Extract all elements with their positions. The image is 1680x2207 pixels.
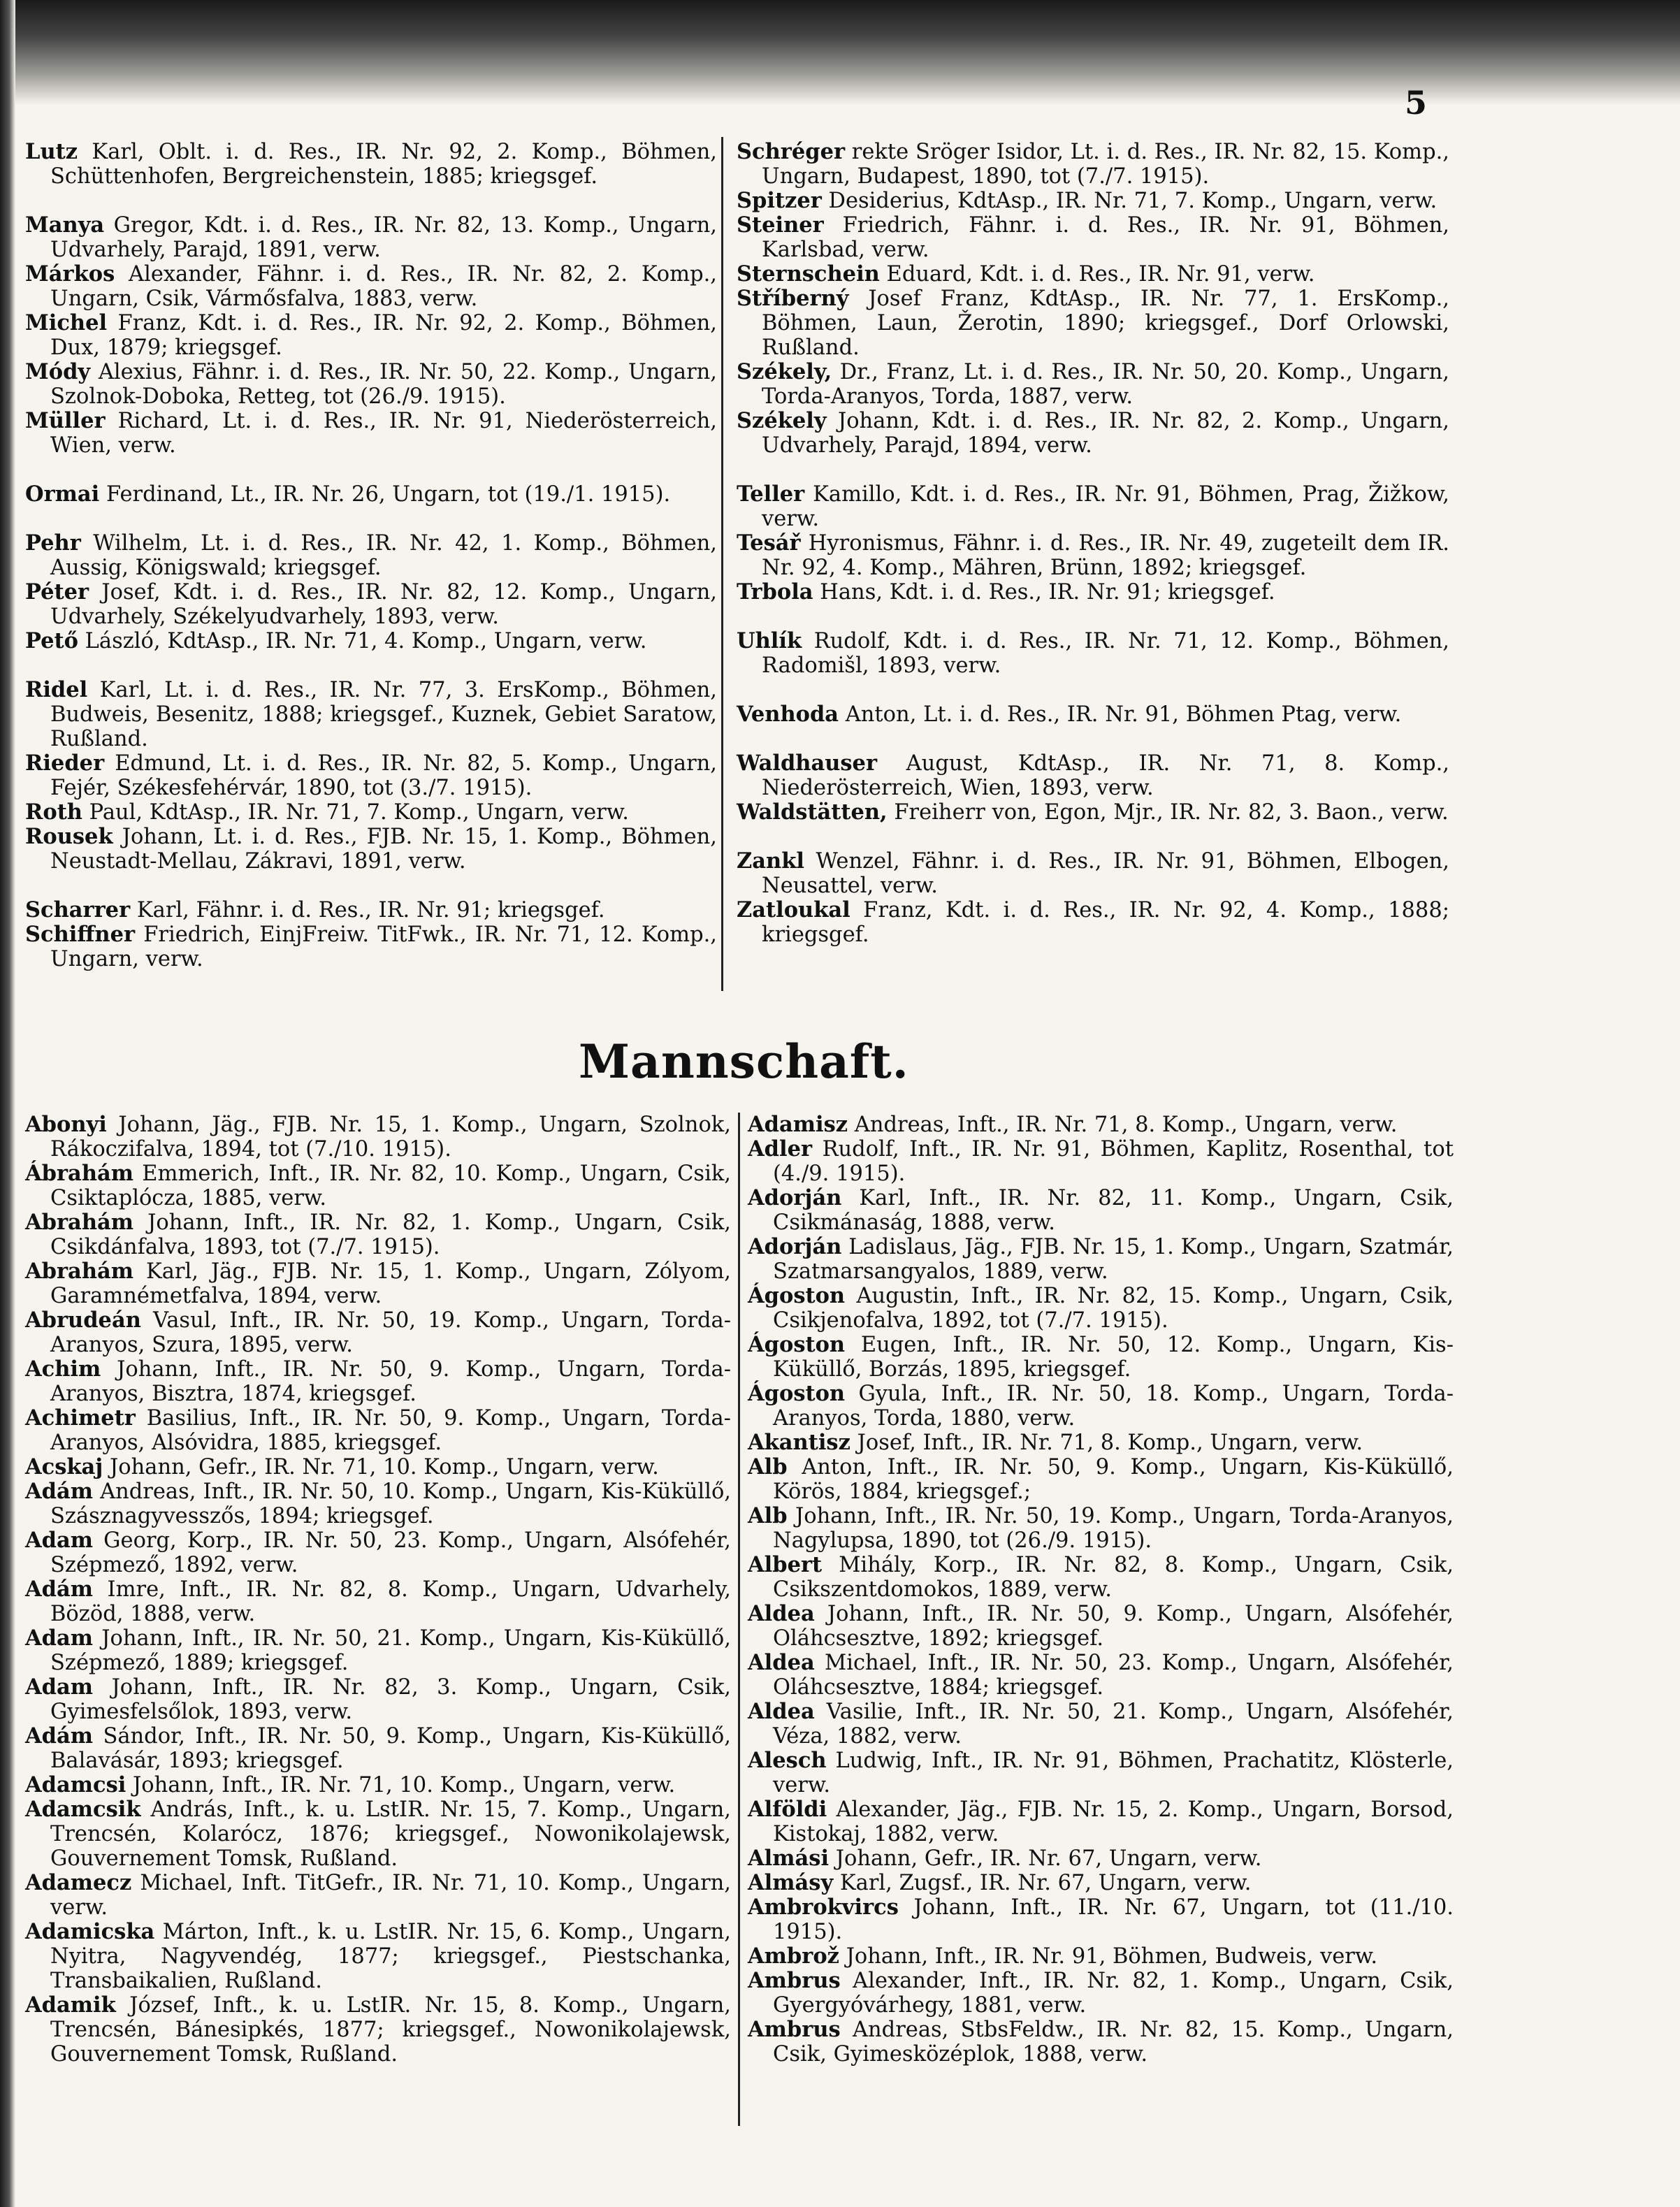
casualty-entry (748, 1969, 1454, 2018)
casualty-entry (748, 1749, 1454, 1797)
casualty-entry (25, 409, 717, 458)
entry-details: Edmund, Lt. i. d. Res., IR. Nr. 82, 5. Komp., Ungarn, Fejér, Székesfehérvár, 1890, tot (3./7. 1915). (50, 751, 717, 800)
entry-details: Sándor, Inft., IR. Nr. 50, 9. Komp., Ungarn, Kis-Küküllő, Balavásár, 1893; kriegsgef. (50, 1724, 731, 1773)
entry-surname: Adorján (748, 1234, 842, 1259)
column-divider-top (721, 137, 723, 991)
casualty-entry (748, 1602, 1454, 1651)
casualty-entry (25, 1920, 731, 1993)
entry-details: Johann, Inft., IR. Nr. 50, 19. Komp., Ungarn, Torda-Aranyos, Nagylupsa, 1890, tot (26./9. 1915). (773, 1504, 1454, 1553)
casualty-entry (737, 849, 1449, 898)
casualty-entry (737, 213, 1449, 262)
entry-details: Basilius, Inft., IR. Nr. 50, 9. Komp., Ungarn, Torda-Aranyos, Alsóvidra, 1885, kriegsgef. (50, 1406, 731, 1455)
entry-surname: Adamik (25, 1992, 116, 2018)
casualty-entry (737, 702, 1449, 727)
casualty-entry (748, 1382, 1454, 1431)
entry-details: Anton, Lt. i. d. Res., IR. Nr. 91, Böhmen Ptag, verw. (839, 702, 1402, 727)
entry-surname: Adamisz (748, 1112, 848, 1137)
entry-details: Imre, Inft., IR. Nr. 82, 8. Komp., Ungarn, Udvarhely, Bözöd, 1888, verw. (50, 1577, 731, 1626)
entry-surname: Manya (25, 212, 105, 238)
entry-surname: Módy (25, 359, 91, 384)
entry-details: Michael, Inft., IR. Nr. 50, 23. Komp., Ungarn, Alsófehér, Oláhcsesztve, 1884; kriegsgef. (773, 1651, 1454, 1700)
casualty-entry (25, 1210, 731, 1259)
entry-details: Johann, Lt. i. d. Res., FJB. Nr. 15, 1. Komp., Böhmen, Neustadt-Mellau, Zákravi, 1891, verw. (50, 825, 717, 874)
entry-surname: Zatloukal (737, 897, 850, 922)
entry-surname: Schiffner (25, 922, 136, 947)
entry-surname: Székely, (737, 359, 832, 384)
entry-details: Karl, Inft., IR. Nr. 82, 11. Komp., Ungarn, Csik, Csikmánaság, 1888, verw. (773, 1186, 1454, 1235)
entry-surname: Adam (25, 1626, 94, 1651)
casualty-entry (25, 1479, 731, 1528)
entry-details: Johann, Jäg., FJB. Nr. 15, 1. Komp., Ungarn, Szolnok, Rákoczifalva, 1894, tot (7./10. 1915). (50, 1113, 731, 1162)
casualty-entry (737, 262, 1449, 287)
casualty-entry (737, 140, 1449, 189)
casualty-entry (25, 1577, 731, 1626)
entry-details: Andreas, Inft., IR. Nr. 71, 8. Komp., Ungarn, verw. (848, 1113, 1398, 1137)
entry-details: Ludwig, Inft., IR. Nr. 91, Böhmen, Prachatitz, Klösterle, verw. (773, 1749, 1454, 1797)
troops-list-right (748, 1113, 1454, 2067)
entry-surname: Aldea (748, 1601, 815, 1626)
entry-details: András, Inft., k. u. LstIR. Nr. 15, 7. Komp., Ungarn, Trencsén, Kolarócz, 1876; kriegsgef., Nowonikolajewsk, Gouvernement Tomsk, Rußland. (50, 1797, 731, 1871)
entry-details: Johann, Inft., IR. Nr. 50, 21. Komp., Ungarn, Kis-Küküllő, Szépmező, 1889; kriegsgef. (50, 1626, 731, 1675)
casualty-entry (25, 360, 717, 409)
entry-details: Wilhelm, Lt. i. d. Res., IR. Nr. 42, 1. Komp., Böhmen, Aussig, Königswald; kriegsgef. (50, 531, 717, 580)
entry-details: Alexander, Jäg., FJB. Nr. 15, 2. Komp., Ungarn, Borsod, Kistokaj, 1882, verw. (773, 1797, 1454, 1846)
entry-details: Emmerich, Inft., IR. Nr. 82, 10. Komp., Ungarn, Csik, Csiktaplócza, 1885, verw. (50, 1162, 731, 1210)
entry-surname: Adamecz (25, 1870, 132, 1895)
entry-surname: Ridel (25, 677, 88, 702)
casualty-entry (748, 1895, 1454, 1944)
entry-details: Andreas, Inft., IR. Nr. 50, 10. Komp., Ungarn, Kis-Küküllő, Szásznagyvesszős, 1894; kriegsgef. (50, 1479, 731, 1528)
casualty-entry (737, 482, 1449, 531)
entry-details: Gregor, Kdt. i. d. Res., IR. Nr. 82, 13. Komp., Ungarn, Udvarhely, Parajd, 1891, verw. (50, 213, 717, 262)
casualty-entry (25, 482, 717, 507)
entry-details: Gyula, Inft., IR. Nr. 50, 18. Komp., Ungarn, Torda-Aranyos, Torda, 1880, verw. (773, 1382, 1454, 1431)
casualty-entry (25, 1162, 731, 1210)
entry-details: Karl, Lt. i. d. Res., IR. Nr. 77, 3. ErsKomp., Böhmen, Budweis, Besenitz, 1888; kriegsgef., Kuznek, Gebiet Saratow, Rußland. (50, 678, 717, 751)
entry-surname: Ágoston (748, 1381, 846, 1406)
entry-surname: Adamcsi (25, 1772, 126, 1797)
casualty-entry (748, 1700, 1454, 1749)
entry-details: László, KdtAsp., IR. Nr. 71, 4. Komp., Ungarn, verw. (78, 629, 647, 653)
casualty-entry (748, 1846, 1454, 1871)
casualty-entry (25, 1797, 731, 1871)
entry-surname: Abrahám (25, 1259, 134, 1284)
casualty-entry (25, 1724, 731, 1773)
section-title-mannschaft: Mannschaft. (579, 1034, 909, 1089)
casualty-entry (25, 1357, 731, 1406)
entry-surname: Scharrer (25, 897, 131, 922)
entry-surname: Ambrus (748, 2017, 841, 2042)
casualty-entry (748, 1235, 1454, 1284)
entry-details: Wenzel, Fähnr. i. d. Res., IR. Nr. 91, Böhmen, Elbogen, Neusattel, verw. (762, 849, 1449, 898)
casualty-entry (737, 751, 1449, 800)
entry-details: Vasilie, Inft., IR. Nr. 50, 21. Komp., Ungarn, Alsófehér, Véza, 1882, verw. (773, 1700, 1454, 1749)
casualty-entry (748, 1333, 1454, 1382)
casualty-entry (737, 287, 1449, 360)
entry-details: Karl, Zugsf., IR. Nr. 67, Ungarn, verw. (833, 1871, 1252, 1895)
entry-surname: Schréger (737, 139, 846, 164)
entry-surname: Stříberný (737, 286, 849, 311)
entry-details: Johann, Inft., IR. Nr. 91, Böhmen, Budweis, verw. (839, 1944, 1378, 1969)
entry-surname: Alb (748, 1503, 788, 1528)
entry-surname: Adám (25, 1479, 94, 1504)
casualty-entry (25, 1528, 731, 1577)
entry-surname: Rieder (25, 751, 105, 776)
entry-surname: Roth (25, 799, 82, 825)
entry-surname: Rousek (25, 824, 113, 849)
entry-surname: Ambrus (748, 1968, 841, 1993)
casualty-entry (748, 1871, 1454, 1895)
entry-details: Johann, Inft., IR. Nr. 50, 9. Komp., Ungarn, Torda-Aranyos, Bisztra, 1874, kriegsgef. (50, 1357, 731, 1406)
casualty-entry (748, 1284, 1454, 1333)
entry-details: Johann, Kdt. i. d. Res., IR. Nr. 82, 2. Komp., Ungarn, Udvarhely, Parajd, 1894, verw. (762, 409, 1449, 458)
entry-surname: Márkos (25, 261, 115, 287)
casualty-entry (748, 1504, 1454, 1553)
entry-surname: Adamicska (25, 1919, 155, 1944)
casualty-entry (25, 1626, 731, 1675)
entry-surname: Steiner (737, 212, 824, 238)
entry-surname: Abrudeán (25, 1308, 141, 1333)
entry-surname: Székely (737, 408, 827, 433)
entry-surname: Alföldi (748, 1797, 827, 1822)
entry-details: Johann, Gefr., IR. Nr. 71, 10. Komp., Ungarn, verw. (103, 1455, 659, 1479)
entry-details: József, Inft., k. u. LstIR. Nr. 15, 8. Komp., Ungarn, Trencsén, Bánesipkés, 1877; kriegsgef., Nowonikolajewsk, Gouvernement Tomsk, Rußland. (50, 1993, 731, 2067)
entry-details: Paul, KdtAsp., IR. Nr. 71, 7. Komp., Ungarn, verw. (82, 800, 629, 825)
entry-details: Anton, Inft., IR. Nr. 50, 9. Komp., Ungarn, Kis-Küküllő, Körös, 1884, kriegsgef.; (773, 1455, 1454, 1504)
casualty-entry (737, 800, 1449, 825)
casualty-entry (737, 531, 1449, 580)
officers-list-right (737, 140, 1449, 947)
entry-surname: Trbola (737, 579, 813, 605)
entry-details: Josef Franz, KdtAsp., IR. Nr. 77, 1. ErsKomp., Böhmen, Laun, Žerotin, 1890; kriegsgef., Dorf Orlowski, Rußland. (762, 287, 1449, 360)
casualty-entry (25, 1993, 731, 2067)
entry-details: Rudolf, Inft., IR. Nr. 91, Böhmen, Kaplitz, Rosenthal, tot (4./9. 1915). (773, 1137, 1454, 1186)
entry-details: Johann, Gefr., IR. Nr. 67, Ungarn, verw. (829, 1846, 1262, 1871)
entry-details: Johann, Inft., IR. Nr. 82, 1. Komp., Ungarn, Csik, Csikdánfalva, 1893, tot (7./7. 1915). (50, 1210, 731, 1259)
casualty-entry (737, 898, 1449, 947)
casualty-entry (737, 580, 1449, 605)
casualty-entry (25, 580, 717, 629)
casualty-entry (748, 1137, 1454, 1186)
casualty-entry (25, 262, 717, 311)
casualty-entry (25, 1675, 731, 1724)
entry-details: Richard, Lt. i. d. Res., IR. Nr. 91, Niederösterreich, Wien, verw. (50, 409, 717, 458)
entry-details: Michael, Inft. TitGefr., IR. Nr. 71, 10. Komp., Ungarn, verw. (50, 1871, 731, 1920)
casualty-entry (25, 629, 717, 653)
entry-surname: Michel (25, 310, 108, 335)
casualty-entry (25, 531, 717, 580)
entry-details: Augustin, Inft., IR. Nr. 82, 15. Komp., Ungarn, Csik, Csikjenofalva, 1892, tot (7./7. 1915). (773, 1284, 1454, 1333)
entry-surname: Aldea (748, 1650, 815, 1675)
entry-surname: Pető (25, 628, 78, 653)
casualty-entry (25, 825, 717, 874)
entry-details: Karl, Oblt. i. d. Res., IR. Nr. 92, 2. Komp., Böhmen, Schüttenhofen, Bergreichenstein, 1885; kriegsgef. (50, 140, 717, 189)
entry-details: Rudolf, Kdt. i. d. Res., IR. Nr. 71, 12. Komp., Böhmen, Radomišl, 1893, verw. (762, 629, 1449, 678)
entry-surname: Venhoda (737, 702, 839, 727)
entry-details: Desiderius, KdtAsp., IR. Nr. 71, 7. Komp., Ungarn, verw. (821, 189, 1438, 213)
casualty-entry (25, 678, 717, 751)
entry-details: Ladislaus, Jäg., FJB. Nr. 15, 1. Komp., Ungarn, Szatmár, Szatmarsangyalos, 1889, verw. (773, 1235, 1454, 1284)
casualty-entry (25, 140, 717, 189)
entry-details: Alexius, Fähnr. i. d. Res., IR. Nr. 50, 22. Komp., Ungarn, Szolnok-Doboka, Retteg, tot (26./9. 1915). (50, 360, 717, 409)
casualty-entry (737, 409, 1449, 458)
casualty-entry (737, 360, 1449, 409)
entry-details: Friedrich, Fähnr. i. d. Res., IR. Nr. 91, Böhmen, Karlsbad, verw. (762, 213, 1449, 262)
entry-surname: Abrahám (25, 1210, 134, 1235)
entry-surname: Zankl (737, 848, 804, 874)
casualty-entry (25, 1773, 731, 1797)
entry-details: Johann, Inft., IR. Nr. 67, Ungarn, tot (11./10. 1915). (773, 1895, 1454, 1944)
casualty-entry (737, 629, 1449, 678)
entry-details: Mihály, Korp., IR. Nr. 82, 8. Komp., Ungarn, Csik, Csikszentdomokos, 1889, verw. (773, 1553, 1454, 1602)
entry-surname: Adam (25, 1674, 94, 1700)
casualty-entry (25, 1406, 731, 1455)
entry-surname: Uhlík (737, 628, 802, 653)
entry-surname: Pehr (25, 530, 81, 556)
entry-surname: Ábrahám (25, 1161, 134, 1186)
entry-details: Márton, Inft., k. u. LstIR. Nr. 15, 6. Komp., Ungarn, Nyitra, Nagyvendég, 1877; kriegsgef., Piestschanka, Transbaikalien, Rußland. (50, 1920, 731, 1993)
casualty-entry (25, 1308, 731, 1357)
entry-surname: Spitzer (737, 188, 822, 213)
entry-surname: Lutz (25, 139, 78, 164)
entry-surname: Achim (25, 1356, 101, 1382)
casualty-entry (737, 189, 1449, 213)
entry-surname: Adám (25, 1577, 94, 1602)
entry-details: Eduard, Kdt. i. d. Res., IR. Nr. 91, verw. (879, 262, 1315, 287)
entry-surname: Ágoston (748, 1332, 846, 1357)
entry-details: rekte Sröger Isidor, Lt. i. d. Res., IR. Nr. 82, 15. Komp., Ungarn, Budapest, 1890, tot (7./7. 1915). (762, 140, 1449, 189)
entry-details: Friedrich, EinjFreiw. TitFwk., IR. Nr. 71, 12. Komp., Ungarn, verw. (50, 922, 717, 971)
entry-details: Dr., Franz, Lt. i. d. Res., IR. Nr. 50, 20. Komp., Ungarn, Torda-Aranyos, Torda, 1887, verw. (762, 360, 1449, 409)
officers-list-left (25, 140, 717, 971)
entry-surname: Waldhauser (737, 751, 878, 776)
entry-surname: Alesch (748, 1748, 827, 1773)
entry-surname: Sternschein (737, 261, 880, 287)
entry-surname: Acskaj (25, 1454, 103, 1479)
casualty-entry (25, 1113, 731, 1162)
entry-surname: Waldstätten, (737, 799, 888, 825)
casualty-entry (748, 1553, 1454, 1602)
entry-details: Kamillo, Kdt. i. d. Res., IR. Nr. 91, Böhmen, Prag, Žižkow, verw. (762, 482, 1449, 531)
entry-surname: Almási (748, 1846, 830, 1871)
entry-surname: Abonyi (25, 1112, 107, 1137)
entry-surname: Adam (25, 1528, 94, 1553)
entry-details: Josef, Inft., IR. Nr. 71, 8. Komp., Ungarn, verw. (850, 1431, 1363, 1455)
entry-surname: Almásy (748, 1870, 834, 1895)
entry-surname: Müller (25, 408, 106, 433)
entry-details: Franz, Kdt. i. d. Res., IR. Nr. 92, 2. Komp., Böhmen, Dux, 1879; kriegsgef. (50, 311, 717, 360)
entry-surname: Ormai (25, 482, 100, 507)
casualty-entry (25, 1871, 731, 1920)
casualty-entry (748, 1944, 1454, 1969)
casualty-entry (25, 213, 717, 262)
entry-details: August, KdtAsp., IR. Nr. 71, 8. Komp., Niederösterreich, Wien, 1893, verw. (762, 751, 1449, 800)
casualty-entry (25, 311, 717, 360)
entry-details: Georg, Korp., IR. Nr. 50, 23. Komp., Ungarn, Alsófehér, Szépmező, 1892, verw. (50, 1528, 731, 1577)
casualty-entry (748, 1651, 1454, 1700)
column-divider-bottom (738, 1113, 740, 2126)
page-number: 5 (1405, 84, 1428, 122)
entry-details: Karl, Fähnr. i. d. Res., IR. Nr. 91; kriegsgef. (130, 898, 605, 922)
entry-surname: Adorján (748, 1185, 842, 1210)
entry-surname: Albert (748, 1552, 823, 1577)
entry-surname: Ambrokvircs (748, 1895, 899, 1920)
entry-surname: Akantisz (748, 1430, 850, 1455)
casualty-entry (25, 800, 717, 825)
casualty-entry (748, 1797, 1454, 1846)
casualty-entry (25, 751, 717, 800)
entry-surname: Tesář (737, 530, 801, 556)
entry-details: Eugen, Inft., IR. Nr. 50, 12. Komp., Ungarn, Kis-Küküllő, Borzás, 1895, kriegsgef. (773, 1333, 1454, 1382)
entry-surname: Adám (25, 1723, 94, 1749)
scan-left-border (0, 0, 15, 2207)
entry-details: Freiherr von, Egon, Mjr., IR. Nr. 82, 3. Baon., verw. (887, 800, 1449, 825)
entry-details: Johann, Inft., IR. Nr. 71, 10. Komp., Ungarn, verw. (126, 1773, 676, 1797)
entry-surname: Adamcsik (25, 1797, 141, 1822)
casualty-entry (748, 1455, 1454, 1504)
entry-surname: Alb (748, 1454, 788, 1479)
entry-details: Alexander, Fähnr. i. d. Res., IR. Nr. 82, 2. Komp., Ungarn, Csik, Vármősfalva, 1883, verw. (50, 262, 717, 311)
casualty-entry (25, 922, 717, 971)
casualty-entry (25, 1259, 731, 1308)
entry-details: Alexander, Inft., IR. Nr. 82, 1. Komp., Ungarn, Csik, Gyergyóvárhegy, 1881, verw. (773, 1969, 1454, 2018)
entry-details: Vasul, Inft., IR. Nr. 50, 19. Komp., Ungarn, Torda-Aranyos, Szura, 1895, verw. (50, 1308, 731, 1357)
entry-surname: Aldea (748, 1699, 815, 1724)
entry-surname: Ágoston (748, 1283, 846, 1308)
entry-details: Johann, Inft., IR. Nr. 82, 3. Komp., Ungarn, Csik, Gyimesfelsőlok, 1893, verw. (50, 1675, 731, 1724)
entry-surname: Ambrož (748, 1944, 839, 1969)
entry-surname: Teller (737, 482, 805, 507)
entry-details: Ferdinand, Lt., IR. Nr. 26, Ungarn, tot (19./1. 1915). (99, 482, 671, 507)
troops-list-left (25, 1113, 731, 2067)
entry-surname: Achimetr (25, 1405, 136, 1431)
casualty-entry (748, 1431, 1454, 1455)
casualty-entry (25, 1455, 731, 1479)
casualty-entry (748, 2018, 1454, 2067)
entry-details: Franz, Kdt. i. d. Res., IR. Nr. 92, 4. Komp., 1888; kriegsgef. (762, 898, 1449, 947)
entry-details: Hyronismus, Fähnr. i. d. Res., IR. Nr. 49, zugeteilt dem IR. Nr. 92, 4. Komp., Mähren, Brünn, 1892; kriegsgef. (762, 531, 1449, 580)
entry-details: Andreas, StbsFeldw., IR. Nr. 82, 15. Komp., Ungarn, Csik, Gyimesközéplok, 1888, verw. (773, 2018, 1454, 2067)
entry-details: Hans, Kdt. i. d. Res., IR. Nr. 91; kriegsgef. (813, 580, 1275, 605)
entry-surname: Péter (25, 579, 89, 605)
entry-details: Karl, Jäg., FJB. Nr. 15, 1. Komp., Ungarn, Zólyom, Garamnémetfalva, 1894, verw. (50, 1259, 731, 1308)
entry-surname: Adler (748, 1136, 813, 1162)
casualty-entry (25, 898, 717, 922)
entry-details: Josef, Kdt. i. d. Res., IR. Nr. 82, 12. Komp., Ungarn, Udvarhely, Székelyudvarhely, 1893, verw. (50, 580, 717, 629)
casualty-entry (748, 1113, 1454, 1137)
entry-details: Johann, Inft., IR. Nr. 50, 9. Komp., Ungarn, Alsófehér, Oláhcsesztve, 1892; kriegsgef. (773, 1602, 1454, 1651)
casualty-entry (748, 1186, 1454, 1235)
